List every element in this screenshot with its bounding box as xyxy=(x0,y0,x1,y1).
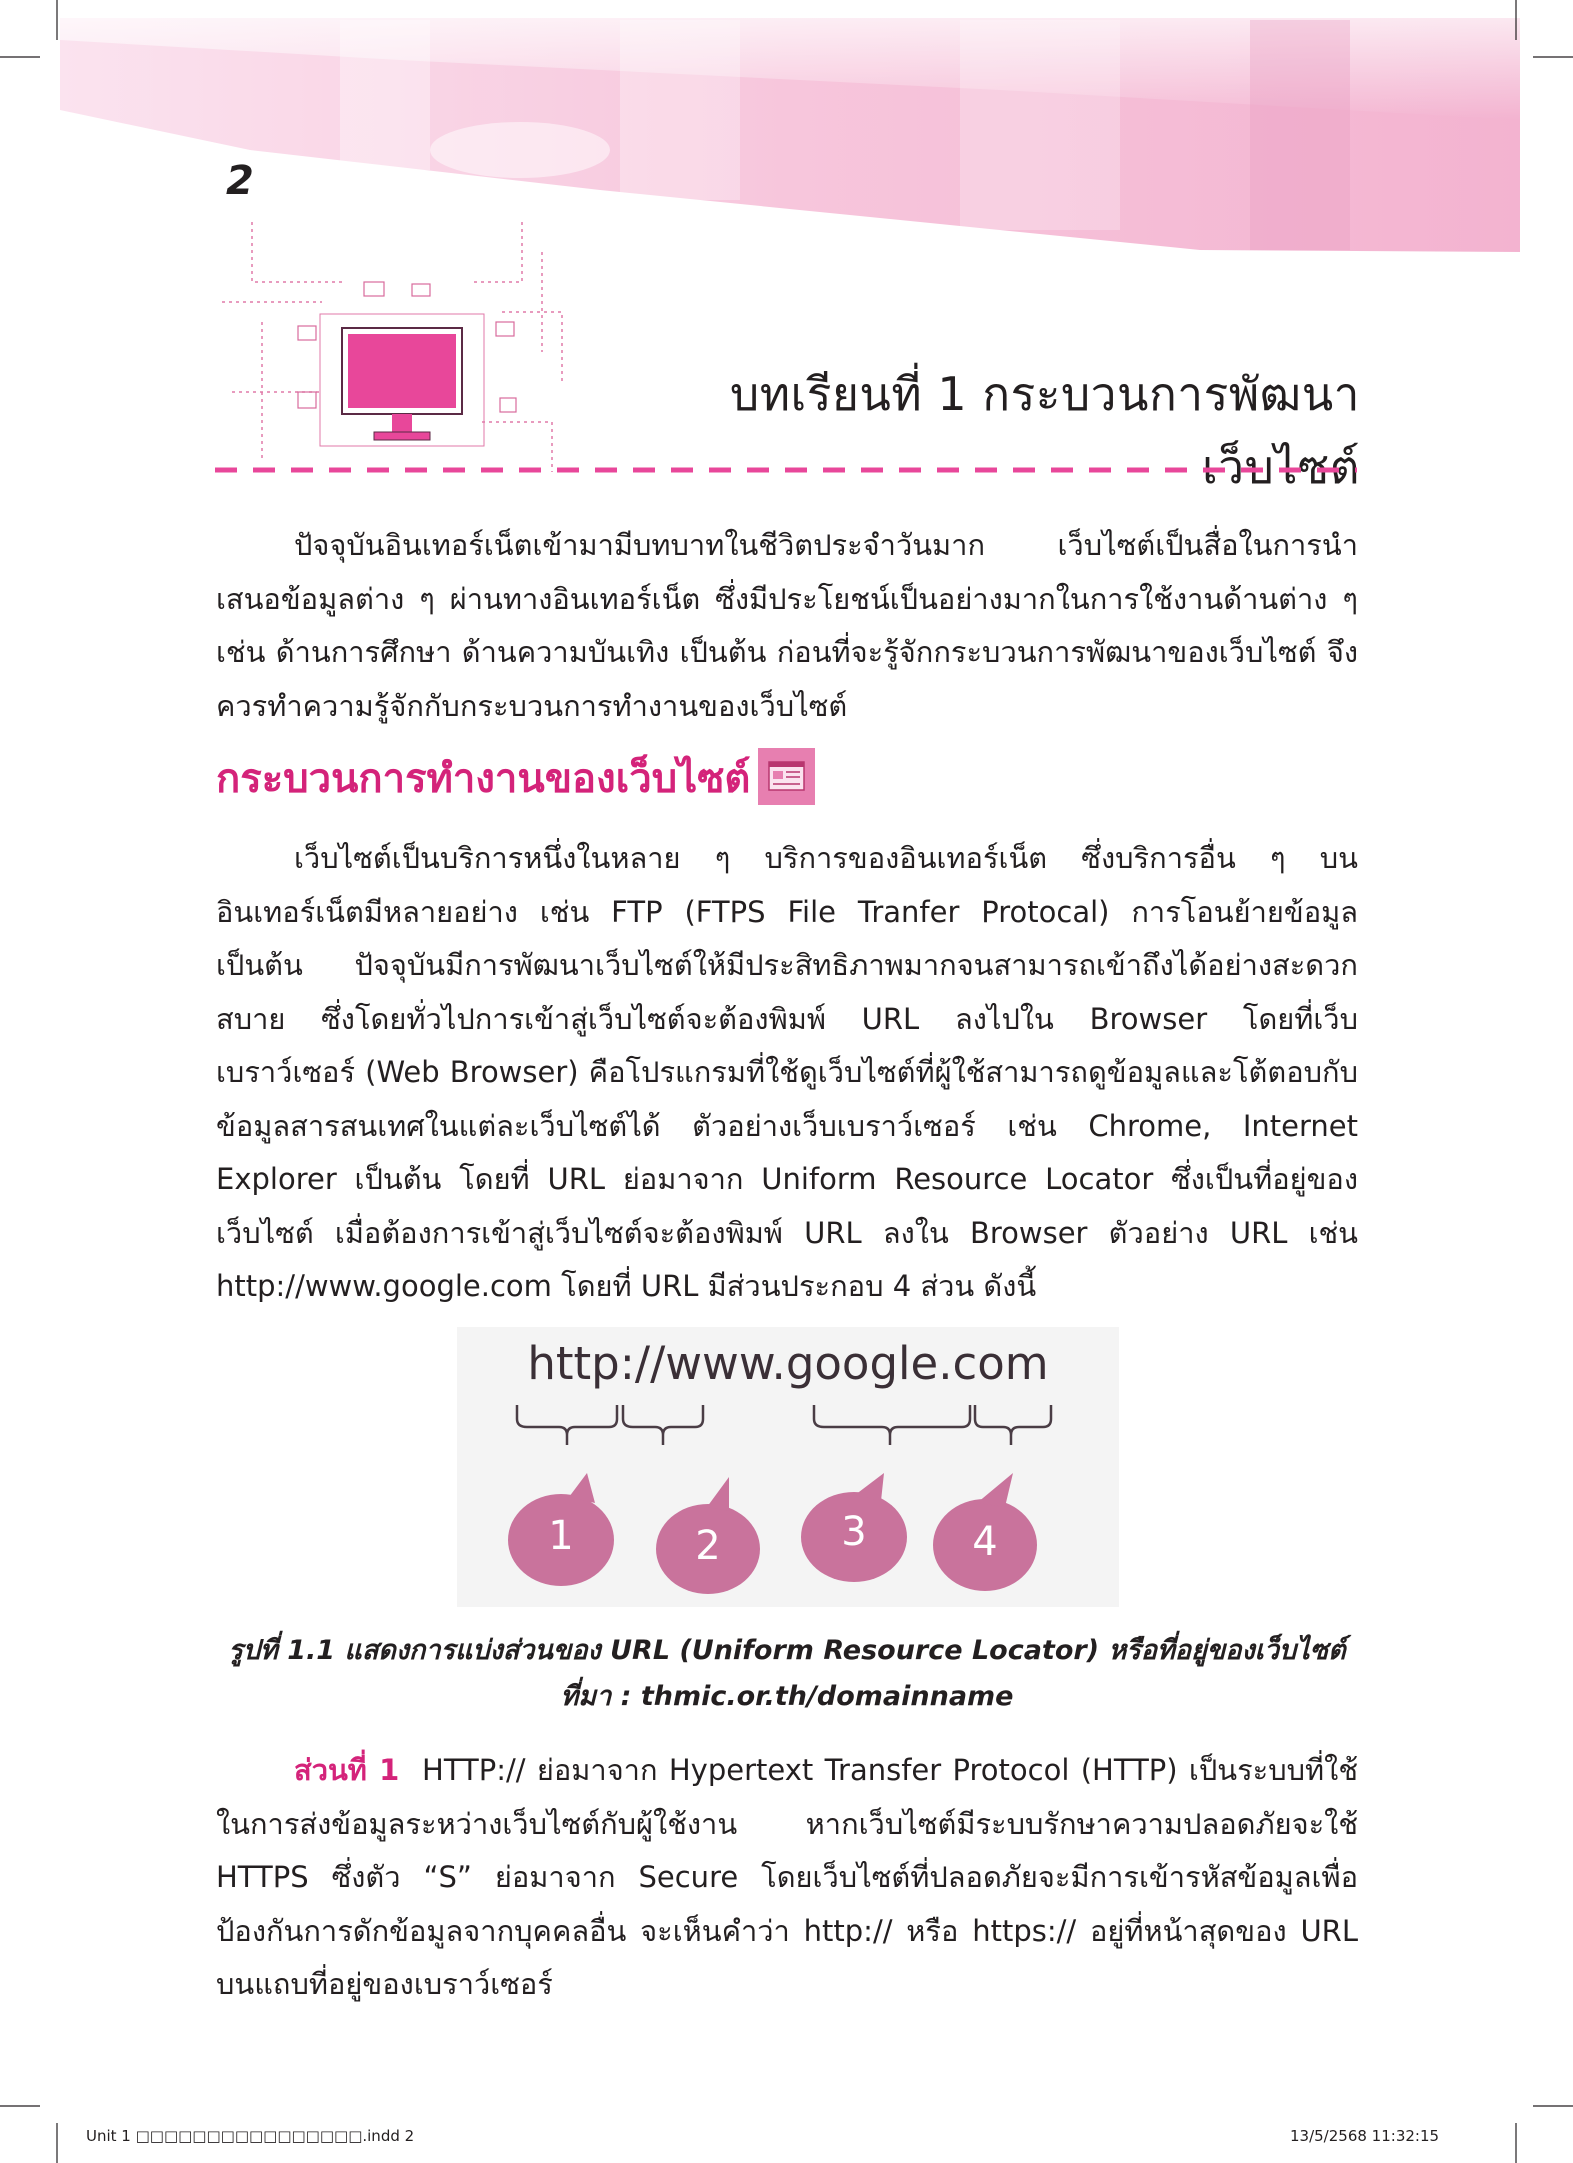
chapter-title: บทเรียนที่ 1 กระบวนการพัฒนาเว็บไซต์ xyxy=(730,367,1360,494)
bubble-number-2: 2 xyxy=(695,1523,721,1569)
bubble-number-4: 4 xyxy=(972,1519,998,1565)
url-example: http://www.google.com xyxy=(527,1337,1049,1390)
body-paragraph: เว็บไซต์เป็นบริการหนึ่งในหลาย ๆ บริการของอินเทอร์เน็ต ซึ่งบริการอื่น ๆ บนอินเทอร์เน็ตมีหลายอย่าง เช่น FTP (FTPS File Tranfer Protocal) การโอนย้ายข้อมูล เป็นต้น ปัจจุบันมีการพัฒนาเว็บไซต์ให้มีประสิทธิภาพมากจนสามารถเข้าถึงได้อย่างสะดวกสบาย ซึ่งโดยทั่วไปการเข้าสู่เว็บไซต์จะต้องพิมพ์ URL ลงไปใน Browser โดยที่เว็บเบราว์เซอร์ (Web Browser) คือโปรแกรมที่ใช้ดูเว็บไซต์ที่ผู้ใช้สามารถดูข้อมูลและโต้ตอบกับข้อมูลสารสนเทศในแต่ละเว็บไซต์ได้ ตัวอย่างเว็บเบราว์เซอร์ เช่น Chrome, Internet Explorer เป็นต้น โดยที่ URL ย่อมาจาก Uniform Resource Locator ซึ่งเป็นที่อยู่ของเว็บไซต์ เมื่อต้องการเข้าสู่เว็บไซต์จะต้องพิมพ์ URL ลงใน Browser ตัวอย่าง URL เช่น http://www.google.com โดยที่ URL มีส่วนประกอบ 4 ส่วน ดังนี้ xyxy=(216,841,1358,1303)
part1-label: ส่วนที่ 1 xyxy=(294,1753,400,1787)
print-slug-filename: Unit 1 □□□□□□□□□□□□□□□□.indd 2 xyxy=(86,2127,415,2145)
print-slug-timestamp: 13/5/2568 11:32:15 xyxy=(1290,2127,1440,2145)
section-heading: กระบวนการทำงานของเว็บไซต์ xyxy=(216,756,751,802)
figure-caption: รูปที่ 1.1 แสดงการแบ่งส่วนของ URL (Uniform Resource Locator) หรือที่อยู่ของเว็บไซต์ xyxy=(228,1635,1346,1666)
bubble-number-1: 1 xyxy=(548,1513,574,1559)
bubble-number-3: 3 xyxy=(841,1509,867,1555)
figure-source: ที่มา : thmic.or.th/domainname xyxy=(560,1681,1014,1712)
intro-paragraph: ปัจจุบันอินเทอร์เน็ตเข้ามามีบทบาทในชีวิตประจำวันมาก เว็บไซต์เป็นสื่อในการนำเสนอข้อมูลต่าง ๆ ผ่านทางอินเทอร์เน็ต ซึ่งมีประโยชน์เป็นอย่างมากในการใช้งานด้านต่าง ๆ เช่น ด้านการศึกษา ด้านความบันเทิง เป็นต้น ก่อนที่จะรู้จักกระบวนการพัฒนาของเว็บไซต์ จึงควรทำความรู้จักกับกระบวนการทำงานของเว็บไซต์ xyxy=(216,528,1358,723)
part1-text: HTTP:// ย่อมาจาก Hypertext Transfer Protocol (HTTP) เป็นระบบที่ใช้ในการส่งข้อมูลระหว่างเว็บไซต์กับผู้ใช้งาน หากเว็บไซต์มีระบบรักษาความปลอดภัยจะใช้ HTTPS ซึ่งตัว “S” ย่อมาจาก Secure โดยเว็บไซต์ที่ปลอดภัยจะมีการเข้ารหัสข้อมูลเพื่อป้องกันการดักข้อมูลจากบุคคลอื่น จะเห็นคำว่า http:// หรือ https:// อยู่ที่หน้าสุดของ URL บนแถบที่อยู่ของเบราว์เซอร์ xyxy=(216,1753,1358,2001)
page-number: 2 xyxy=(226,158,254,204)
